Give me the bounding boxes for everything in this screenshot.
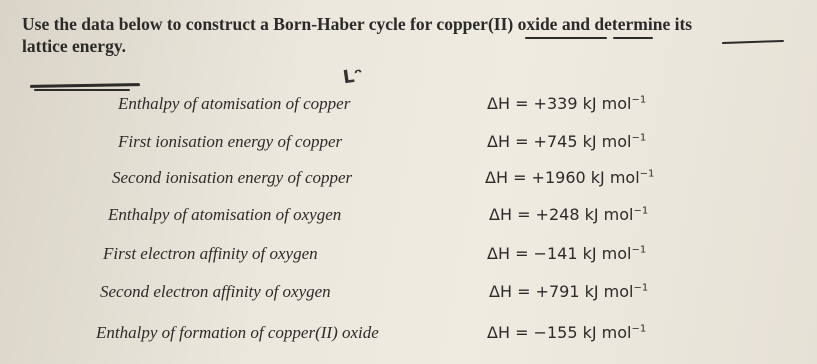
- row-value: [489, 205, 648, 224]
- underline-lattice: [30, 83, 140, 88]
- handwritten-mark: ᒪᵔ: [341, 64, 365, 89]
- underline-copper: [525, 37, 607, 39]
- data-row: [0, 168, 817, 194]
- unit-exponent: −1: [631, 244, 647, 256]
- row-label: Enthalpy of formation of copper(II) oxide: [96, 323, 379, 342]
- row-value: [487, 132, 646, 151]
- data-row: [0, 132, 817, 158]
- data-row: [0, 94, 817, 120]
- unit-exponent: −1: [631, 323, 647, 335]
- data-row: [0, 323, 817, 349]
- row-label: First ionisation energy of copper: [118, 132, 343, 151]
- enthalpy-value-text: ΔH = +791 kJ mol: [489, 282, 634, 301]
- underline-lattice-2: [34, 89, 130, 91]
- unit-exponent: −1: [639, 168, 655, 180]
- data-row: [0, 205, 817, 231]
- enthalpy-value-text: ΔH = +1960 kJ mol: [485, 168, 640, 187]
- data-row: [0, 244, 817, 270]
- underline-oxide: [613, 37, 653, 39]
- enthalpy-value-text: ΔH = −141 kJ mol: [487, 244, 632, 263]
- enthalpy-value-text: ΔH = +745 kJ mol: [487, 132, 632, 151]
- unit-exponent: −1: [633, 282, 649, 294]
- row-label: First electron affinity of oxygen: [103, 244, 318, 263]
- question-line-2: lattice energy.: [22, 36, 126, 56]
- row-value: [485, 168, 654, 187]
- row-label: Enthalpy of atomisation of copper: [118, 94, 351, 113]
- unit-exponent: −1: [631, 94, 647, 106]
- question-text: [22, 13, 812, 57]
- unit-exponent: −1: [633, 205, 649, 217]
- unit-exponent: −1: [631, 132, 647, 144]
- question-line-1: Use the data below to construct a Born-Haber cycle for copper(II) oxide and determine its: [22, 14, 693, 34]
- row-value: [487, 94, 646, 113]
- row-value: [489, 282, 648, 301]
- row-value: [487, 244, 646, 263]
- row-label: Second electron affinity of oxygen: [100, 282, 331, 301]
- data-row: [0, 282, 817, 308]
- row-label: Enthalpy of atomisation of oxygen: [108, 205, 342, 224]
- row-value: [487, 323, 646, 342]
- row-label: Second ionisation energy of copper: [112, 168, 353, 187]
- enthalpy-value-text: ΔH = +248 kJ mol: [489, 205, 634, 224]
- enthalpy-value-text: ΔH = +339 kJ mol: [487, 94, 632, 113]
- enthalpy-value-text: ΔH = −155 kJ mol: [487, 323, 632, 342]
